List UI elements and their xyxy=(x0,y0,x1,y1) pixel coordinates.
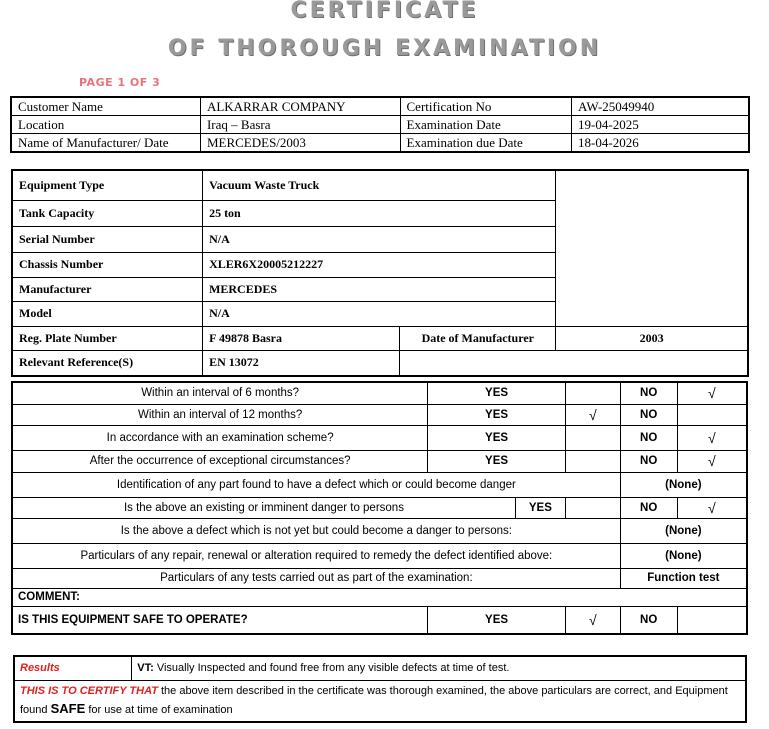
no-tick-mark: √ xyxy=(677,450,747,472)
comment-label: COMMENT: xyxy=(12,588,747,606)
table-row xyxy=(12,588,747,606)
question-exam-scheme: In accordance with an examination scheme? xyxy=(12,425,428,450)
table-row xyxy=(12,518,747,543)
results-table xyxy=(13,655,747,723)
relevant-reference-label: Relevant Reference(S) xyxy=(12,350,203,376)
no-label: NO xyxy=(620,382,677,404)
serial-number-label: Serial Number xyxy=(12,226,203,252)
model-value: N/A xyxy=(203,301,556,326)
table-row xyxy=(12,350,748,376)
manufacturer-label: Manufacturer xyxy=(12,277,203,301)
yes-label: YES xyxy=(428,404,566,425)
question-repair-particulars: Particulars of any repair, renewal or alteration required to remedy the defect identified above: xyxy=(12,543,620,568)
vt-text: Visually Inspected and found free from any visible defects at time of test. xyxy=(153,662,510,675)
yes-mark-cell xyxy=(565,497,620,518)
table-row xyxy=(11,97,749,116)
customer-name-value: ALKARRAR COMPANY xyxy=(200,97,400,116)
no-tick-mark: √ xyxy=(677,382,747,404)
vt-label: VT: xyxy=(137,662,154,675)
table-row xyxy=(14,680,746,722)
date-of-manufacturer-value: 2003 xyxy=(556,326,748,350)
model-label: Model xyxy=(12,301,203,326)
yes-label: YES xyxy=(428,425,566,450)
table-row xyxy=(12,425,747,450)
tank-capacity-value: 25 ton xyxy=(203,200,556,226)
safe-to-operate-label: IS THIS EQUIPMENT SAFE TO OPERATE? xyxy=(12,606,428,634)
future-danger-value: (None) xyxy=(620,518,747,543)
no-mark-cell xyxy=(677,606,747,634)
relevant-reference-value: EN 13072 xyxy=(203,350,400,376)
yes-mark-cell xyxy=(565,425,620,450)
table-row xyxy=(12,170,748,200)
table-row xyxy=(12,404,747,425)
no-label: NO xyxy=(620,425,677,450)
yes-mark-cell xyxy=(565,450,620,472)
manufacturer-date-label: Name of Manufacturer/ Date xyxy=(11,134,200,153)
table-row xyxy=(12,568,747,588)
no-label: NO xyxy=(620,606,677,634)
table-row xyxy=(12,472,747,497)
table-row xyxy=(12,450,747,472)
no-tick-mark: √ xyxy=(677,425,747,450)
reg-plate-value: F 49878 Basra xyxy=(203,326,400,350)
yes-tick-mark: √ xyxy=(565,404,620,425)
table-row xyxy=(12,382,747,404)
question-future-danger: Is the above a defect which is not yet but could become a danger to persons: xyxy=(12,518,620,543)
no-mark-cell xyxy=(677,404,747,425)
due-date-label: Examination due Date xyxy=(400,134,572,153)
location-value: Iraq – Basra xyxy=(200,116,400,134)
no-label: NO xyxy=(620,497,677,518)
question-imminent-danger: Is the above an existing or imminent danger to persons xyxy=(12,497,515,518)
serial-number-value: N/A xyxy=(203,226,556,252)
question-defect-identification: Identification of any part found to have a defect which or could become danger xyxy=(12,472,620,497)
certification-no-label: Certification No xyxy=(400,97,572,116)
question-exceptional: After the occurrence of exceptional circumstances? xyxy=(12,450,428,472)
no-label: NO xyxy=(620,450,677,472)
certify-text: the above item described in the certificate was thorough examined, the above particulars are correct, and Equipment found xyxy=(20,684,728,716)
reg-plate-label: Reg. Plate Number xyxy=(12,326,203,350)
date-of-manufacturer-label: Date of Manufacturer xyxy=(400,326,556,350)
table-row xyxy=(11,116,749,134)
equipment-table xyxy=(11,169,749,377)
table-row xyxy=(11,134,749,153)
equipment-type-value: Vacuum Waste Truck xyxy=(203,170,556,200)
due-date-value: 18-04-2026 xyxy=(572,134,749,153)
customer-name-label: Customer Name xyxy=(11,97,200,116)
manufacturer-date-value: MERCEDES/2003 xyxy=(200,134,400,153)
customer-info-table xyxy=(10,96,750,153)
certify-lead: THIS IS TO CERTIFY THAT xyxy=(20,684,158,697)
table-row xyxy=(14,656,746,680)
chassis-number-value: XLER6X20005212227 xyxy=(203,252,556,277)
examination-date-value: 19-04-2025 xyxy=(572,116,749,134)
table-row xyxy=(12,326,748,350)
yes-label: YES xyxy=(515,497,565,518)
blank-cell xyxy=(556,170,748,326)
manufacturer-value: MERCEDES xyxy=(203,277,556,301)
results-label: Results xyxy=(14,656,132,680)
location-label: Location xyxy=(11,116,200,134)
safe-word: SAFE xyxy=(50,700,86,716)
page-number-label: PAGE 1 OF 3 xyxy=(79,76,161,89)
yes-tick-mark: √ xyxy=(565,606,620,634)
question-12-months: Within an interval of 12 months? xyxy=(12,404,428,425)
equipment-type-label: Equipment Type xyxy=(12,170,203,200)
examination-date-label: Examination Date xyxy=(400,116,572,134)
question-6-months: Within an interval of 6 months? xyxy=(12,382,428,404)
yes-label: YES xyxy=(428,606,566,634)
vt-result xyxy=(132,656,746,680)
no-tick-mark: √ xyxy=(677,497,747,518)
tests-particulars-value: Function test xyxy=(620,568,747,588)
certification-statement xyxy=(14,680,746,722)
certificate-title-line1: CERTIFICATE xyxy=(290,0,479,23)
table-row xyxy=(12,606,747,634)
examination-checks-table xyxy=(11,381,748,635)
yes-label: YES xyxy=(428,382,566,404)
chassis-number-label: Chassis Number xyxy=(12,252,203,277)
certify-text-end: for use at time of examination xyxy=(85,703,233,716)
table-row xyxy=(12,497,747,518)
question-tests-particulars: Particulars of any tests carried out as part of the examination: xyxy=(12,568,620,588)
certificate-title-line2: OF THOROUGH EXAMINATION xyxy=(167,36,602,61)
yes-label: YES xyxy=(428,450,566,472)
no-label: NO xyxy=(620,404,677,425)
tank-capacity-label: Tank Capacity xyxy=(12,200,203,226)
certification-no-value: AW-25049940 xyxy=(572,97,749,116)
yes-mark-cell xyxy=(565,382,620,404)
repair-particulars-value: (None) xyxy=(620,543,747,568)
blank-cell xyxy=(400,350,748,376)
defect-identification-value: (None) xyxy=(620,472,747,497)
table-row xyxy=(12,543,747,568)
